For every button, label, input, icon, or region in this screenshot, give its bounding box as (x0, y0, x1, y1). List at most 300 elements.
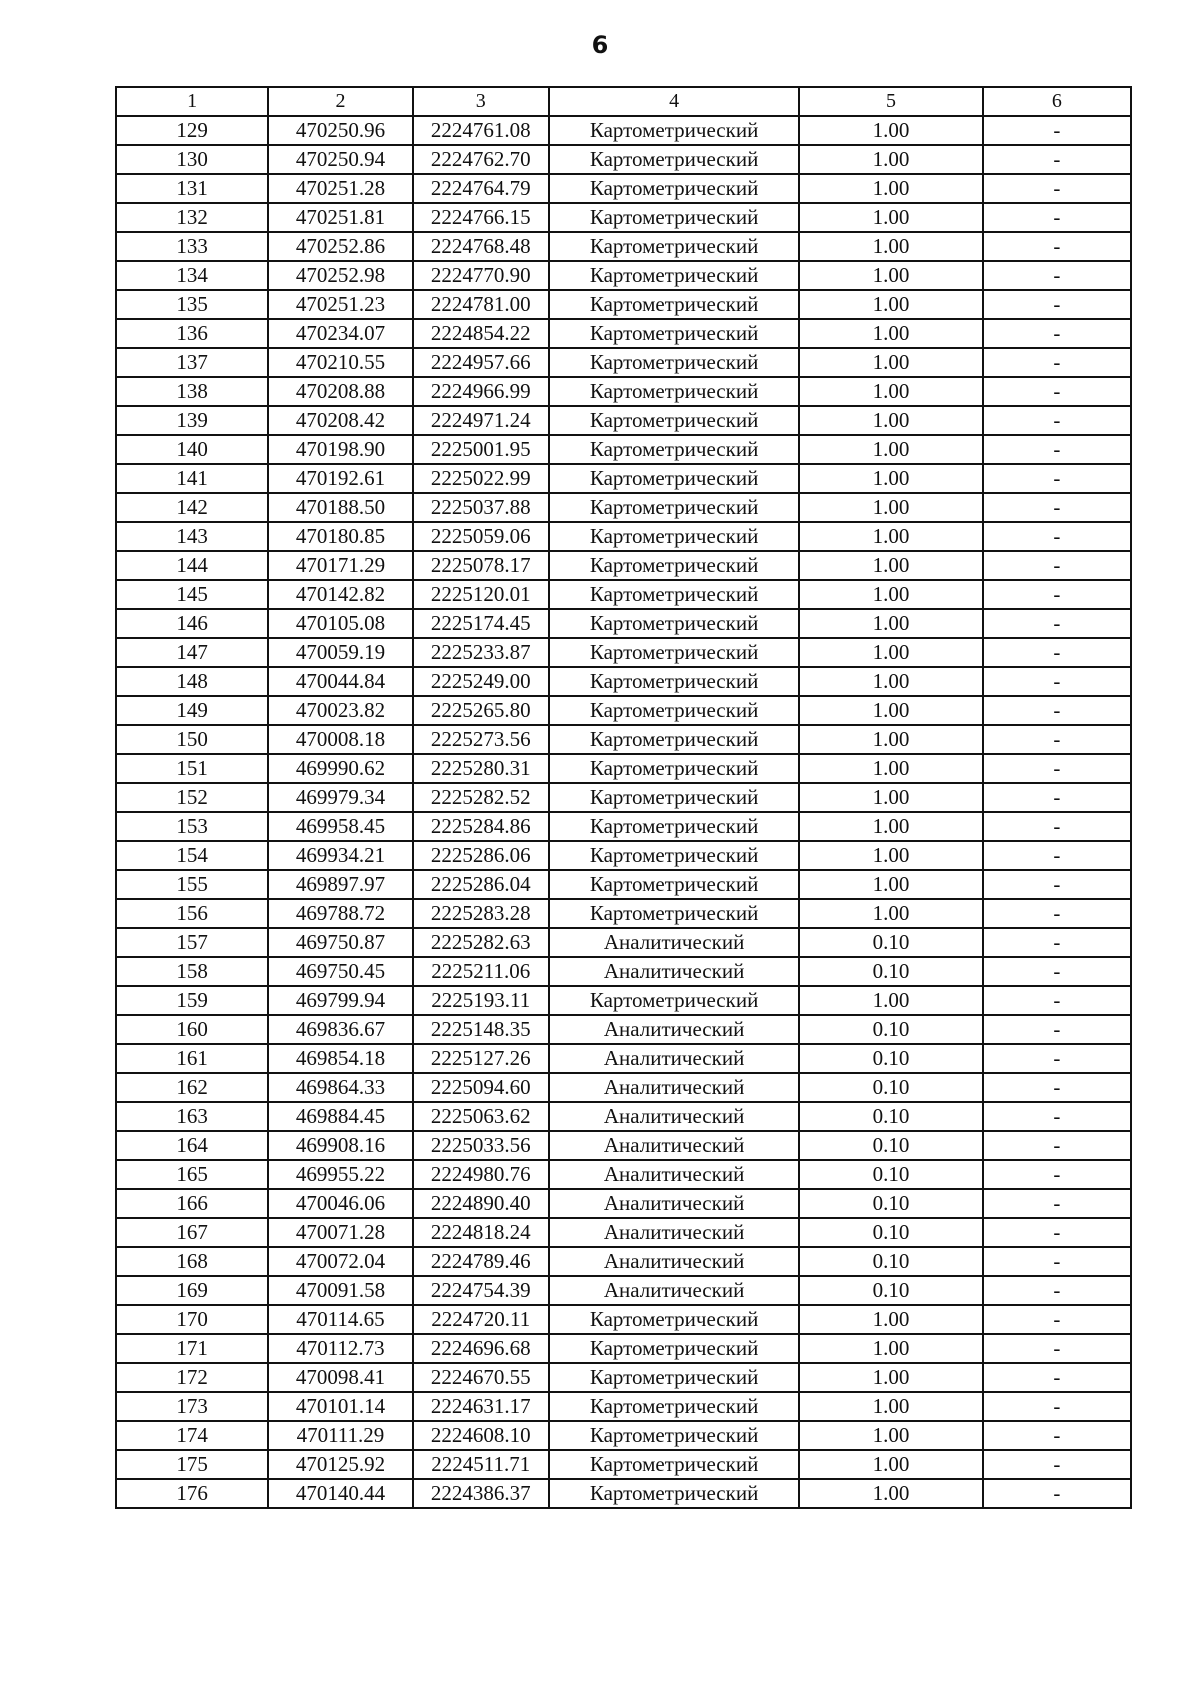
cell-accuracy: 1.00 (799, 1479, 982, 1508)
cell-description: - (983, 1073, 1131, 1102)
cell-y: 2224608.10 (413, 1421, 549, 1450)
cell-x: 470210.55 (268, 348, 412, 377)
cell-accuracy: 1.00 (799, 319, 982, 348)
cell-accuracy: 1.00 (799, 290, 982, 319)
cell-description: - (983, 725, 1131, 754)
table-row (116, 957, 1131, 986)
cell-x: 469854.18 (268, 1044, 412, 1073)
table-row (116, 1392, 1131, 1421)
cell-point-number: 166 (116, 1189, 268, 1218)
cell-method: Картометрический (549, 406, 799, 435)
cell-x: 470208.88 (268, 377, 412, 406)
cell-y: 2224768.48 (413, 232, 549, 261)
cell-y: 2225284.86 (413, 812, 549, 841)
cell-y: 2225286.06 (413, 841, 549, 870)
cell-description: - (983, 261, 1131, 290)
cell-y: 2224770.90 (413, 261, 549, 290)
cell-point-number: 132 (116, 203, 268, 232)
cell-point-number: 136 (116, 319, 268, 348)
table-header (116, 87, 1131, 116)
cell-point-number: 139 (116, 406, 268, 435)
cell-method: Аналитический (549, 1276, 799, 1305)
cell-y: 2225283.28 (413, 899, 549, 928)
table-row (116, 696, 1131, 725)
header-cell-description: 6 (983, 87, 1131, 116)
cell-description: - (983, 290, 1131, 319)
cell-description: - (983, 1276, 1131, 1305)
cell-accuracy: 1.00 (799, 1421, 982, 1450)
cell-method: Аналитический (549, 1044, 799, 1073)
cell-point-number: 157 (116, 928, 268, 957)
cell-accuracy: 1.00 (799, 986, 982, 1015)
cell-accuracy: 1.00 (799, 116, 982, 145)
cell-x: 470098.41 (268, 1363, 412, 1392)
cell-y: 2224971.24 (413, 406, 549, 435)
cell-x: 470071.28 (268, 1218, 412, 1247)
cell-y: 2224670.55 (413, 1363, 549, 1392)
cell-accuracy: 0.10 (799, 1247, 982, 1276)
cell-description: - (983, 1015, 1131, 1044)
cell-accuracy: 1.00 (799, 1305, 982, 1334)
cell-method: Картометрический (549, 754, 799, 783)
table-row (116, 638, 1131, 667)
cell-description: - (983, 928, 1131, 957)
cell-point-number: 160 (116, 1015, 268, 1044)
cell-point-number: 133 (116, 232, 268, 261)
cell-description: - (983, 377, 1131, 406)
cell-description: - (983, 986, 1131, 1015)
cell-method: Картометрический (549, 348, 799, 377)
cell-description: - (983, 1131, 1131, 1160)
cell-method: Картометрический (549, 667, 799, 696)
cell-point-number: 151 (116, 754, 268, 783)
cell-accuracy: 0.10 (799, 1015, 982, 1044)
cell-description: - (983, 493, 1131, 522)
table-row (116, 145, 1131, 174)
cell-description: - (983, 319, 1131, 348)
cell-y: 2225193.11 (413, 986, 549, 1015)
cell-description: - (983, 957, 1131, 986)
cell-point-number: 163 (116, 1102, 268, 1131)
cell-method: Картометрический (549, 232, 799, 261)
cell-description: - (983, 1189, 1131, 1218)
cell-method: Картометрический (549, 377, 799, 406)
cell-x: 469884.45 (268, 1102, 412, 1131)
cell-accuracy: 0.10 (799, 1276, 982, 1305)
cell-y: 2225249.00 (413, 667, 549, 696)
cell-method: Картометрический (549, 812, 799, 841)
cell-description: - (983, 899, 1131, 928)
table-row (116, 493, 1131, 522)
cell-y: 2225033.56 (413, 1131, 549, 1160)
table-row (116, 522, 1131, 551)
cell-y: 2224511.71 (413, 1450, 549, 1479)
cell-method: Аналитический (549, 1160, 799, 1189)
cell-y: 2224754.39 (413, 1276, 549, 1305)
cell-description: - (983, 841, 1131, 870)
cell-accuracy: 1.00 (799, 1363, 982, 1392)
cell-y: 2224890.40 (413, 1189, 549, 1218)
table-row (116, 725, 1131, 754)
cell-method: Картометрический (549, 1305, 799, 1334)
cell-method: Аналитический (549, 1247, 799, 1276)
table-row (116, 1305, 1131, 1334)
cell-x: 470140.44 (268, 1479, 412, 1508)
cell-x: 470208.42 (268, 406, 412, 435)
cell-accuracy: 1.00 (799, 812, 982, 841)
table-row (116, 174, 1131, 203)
table-row (116, 1073, 1131, 1102)
header-cell-y: 3 (413, 87, 549, 116)
cell-method: Картометрический (549, 1363, 799, 1392)
cell-x: 470252.98 (268, 261, 412, 290)
cell-description: - (983, 1305, 1131, 1334)
cell-x: 470101.14 (268, 1392, 412, 1421)
cell-description: - (983, 1102, 1131, 1131)
table-row (116, 1247, 1131, 1276)
cell-method: Аналитический (549, 1218, 799, 1247)
cell-description: - (983, 1450, 1131, 1479)
cell-method: Картометрический (549, 551, 799, 580)
cell-method: Картометрический (549, 1392, 799, 1421)
cell-x: 469788.72 (268, 899, 412, 928)
cell-x: 469979.34 (268, 783, 412, 812)
cell-method: Картометрический (549, 638, 799, 667)
cell-accuracy: 1.00 (799, 667, 982, 696)
cell-description: - (983, 1247, 1131, 1276)
cell-description: - (983, 116, 1131, 145)
cell-x: 470059.19 (268, 638, 412, 667)
cell-y: 2225001.95 (413, 435, 549, 464)
cell-point-number: 167 (116, 1218, 268, 1247)
cell-accuracy: 1.00 (799, 1392, 982, 1421)
cell-x: 470251.28 (268, 174, 412, 203)
cell-point-number: 154 (116, 841, 268, 870)
cell-method: Картометрический (549, 609, 799, 638)
table-row (116, 1015, 1131, 1044)
cell-point-number: 146 (116, 609, 268, 638)
cell-x: 470198.90 (268, 435, 412, 464)
cell-accuracy: 1.00 (799, 1334, 982, 1363)
cell-accuracy: 1.00 (799, 1450, 982, 1479)
cell-method: Аналитический (549, 1102, 799, 1131)
cell-method: Картометрический (549, 870, 799, 899)
table-row (116, 1189, 1131, 1218)
cell-accuracy: 1.00 (799, 145, 982, 174)
cell-description: - (983, 1218, 1131, 1247)
cell-x: 469836.67 (268, 1015, 412, 1044)
cell-point-number: 168 (116, 1247, 268, 1276)
cell-accuracy: 1.00 (799, 870, 982, 899)
cell-y: 2224764.79 (413, 174, 549, 203)
cell-x: 470114.65 (268, 1305, 412, 1334)
table-row (116, 1218, 1131, 1247)
table-row (116, 348, 1131, 377)
cell-accuracy: 1.00 (799, 435, 982, 464)
cell-y: 2224818.24 (413, 1218, 549, 1247)
table-row (116, 1276, 1131, 1305)
cell-accuracy: 1.00 (799, 725, 982, 754)
cell-accuracy: 0.10 (799, 1131, 982, 1160)
cell-x: 470111.29 (268, 1421, 412, 1450)
cell-accuracy: 1.00 (799, 348, 982, 377)
cell-x: 469958.45 (268, 812, 412, 841)
cell-description: - (983, 174, 1131, 203)
cell-y: 2225037.88 (413, 493, 549, 522)
cell-description: - (983, 1479, 1131, 1508)
table-row (116, 319, 1131, 348)
cell-description: - (983, 667, 1131, 696)
cell-description: - (983, 1421, 1131, 1450)
cell-description: - (983, 1160, 1131, 1189)
cell-x: 470188.50 (268, 493, 412, 522)
cell-x: 469864.33 (268, 1073, 412, 1102)
cell-x: 469750.45 (268, 957, 412, 986)
cell-accuracy: 0.10 (799, 1044, 982, 1073)
table-row (116, 1131, 1131, 1160)
cell-x: 469897.97 (268, 870, 412, 899)
cell-y: 2225127.26 (413, 1044, 549, 1073)
cell-accuracy: 1.00 (799, 232, 982, 261)
cell-accuracy: 0.10 (799, 928, 982, 957)
cell-y: 2225063.62 (413, 1102, 549, 1131)
cell-method: Аналитический (549, 1015, 799, 1044)
cell-description: - (983, 406, 1131, 435)
cell-point-number: 129 (116, 116, 268, 145)
cell-description: - (983, 1363, 1131, 1392)
cell-x: 470252.86 (268, 232, 412, 261)
cell-method: Картометрический (549, 522, 799, 551)
table-row (116, 1102, 1131, 1131)
page-number: 6 (591, 31, 609, 59)
cell-x: 469990.62 (268, 754, 412, 783)
cell-y: 2225282.63 (413, 928, 549, 957)
cell-x: 470105.08 (268, 609, 412, 638)
cell-accuracy: 1.00 (799, 580, 982, 609)
cell-y: 2224762.70 (413, 145, 549, 174)
table-row (116, 609, 1131, 638)
table-row (116, 667, 1131, 696)
cell-description: - (983, 754, 1131, 783)
table-row (116, 899, 1131, 928)
cell-x: 470234.07 (268, 319, 412, 348)
cell-accuracy: 1.00 (799, 261, 982, 290)
cell-description: - (983, 638, 1131, 667)
cell-description: - (983, 696, 1131, 725)
cell-x: 470192.61 (268, 464, 412, 493)
cell-point-number: 158 (116, 957, 268, 986)
table-row (116, 551, 1131, 580)
cell-point-number: 141 (116, 464, 268, 493)
table-row (116, 1479, 1131, 1508)
cell-y: 2225265.80 (413, 696, 549, 725)
table-row (116, 261, 1131, 290)
cell-point-number: 170 (116, 1305, 268, 1334)
cell-description: - (983, 522, 1131, 551)
table-row (116, 1450, 1131, 1479)
cell-accuracy: 0.10 (799, 1073, 982, 1102)
cell-y: 2224781.00 (413, 290, 549, 319)
cell-method: Аналитический (549, 1131, 799, 1160)
cell-point-number: 143 (116, 522, 268, 551)
cell-point-number: 155 (116, 870, 268, 899)
cell-x: 469934.21 (268, 841, 412, 870)
cell-y: 2225280.31 (413, 754, 549, 783)
cell-point-number: 173 (116, 1392, 268, 1421)
cell-description: - (983, 145, 1131, 174)
table-row (116, 870, 1131, 899)
cell-y: 2224386.37 (413, 1479, 549, 1508)
cell-accuracy: 0.10 (799, 1189, 982, 1218)
cell-x: 470171.29 (268, 551, 412, 580)
table-row (116, 1044, 1131, 1073)
cell-description: - (983, 812, 1131, 841)
cell-accuracy: 1.00 (799, 841, 982, 870)
cell-description: - (983, 435, 1131, 464)
cell-point-number: 130 (116, 145, 268, 174)
header-cell-point-number: 1 (116, 87, 268, 116)
table-row (116, 812, 1131, 841)
cell-x: 470046.06 (268, 1189, 412, 1218)
cell-method: Картометрический (549, 1421, 799, 1450)
cell-x: 469799.94 (268, 986, 412, 1015)
header-row (116, 87, 1131, 116)
cell-y: 2225282.52 (413, 783, 549, 812)
header-cell-accuracy: 5 (799, 87, 982, 116)
table-row (116, 841, 1131, 870)
cell-point-number: 138 (116, 377, 268, 406)
table-row (116, 754, 1131, 783)
cell-method: Картометрический (549, 986, 799, 1015)
cell-description: - (983, 203, 1131, 232)
table-row (116, 928, 1131, 957)
cell-point-number: 156 (116, 899, 268, 928)
cell-point-number: 174 (116, 1421, 268, 1450)
table-row (116, 1334, 1131, 1363)
cell-accuracy: 1.00 (799, 783, 982, 812)
cell-y: 2224631.17 (413, 1392, 549, 1421)
cell-description: - (983, 580, 1131, 609)
cell-y: 2225174.45 (413, 609, 549, 638)
cell-description: - (983, 1392, 1131, 1421)
table-row (116, 986, 1131, 1015)
cell-point-number: 153 (116, 812, 268, 841)
cell-x: 469750.87 (268, 928, 412, 957)
cell-point-number: 175 (116, 1450, 268, 1479)
cell-y: 2224957.66 (413, 348, 549, 377)
cell-y: 2225148.35 (413, 1015, 549, 1044)
cell-x: 469955.22 (268, 1160, 412, 1189)
cell-point-number: 171 (116, 1334, 268, 1363)
cell-method: Картометрический (549, 1334, 799, 1363)
cell-point-number: 164 (116, 1131, 268, 1160)
cell-x: 469908.16 (268, 1131, 412, 1160)
cell-accuracy: 1.00 (799, 754, 982, 783)
cell-y: 2225233.87 (413, 638, 549, 667)
cell-description: - (983, 551, 1131, 580)
cell-accuracy: 1.00 (799, 522, 982, 551)
cell-point-number: 144 (116, 551, 268, 580)
cell-y: 2224980.76 (413, 1160, 549, 1189)
cell-point-number: 165 (116, 1160, 268, 1189)
cell-point-number: 147 (116, 638, 268, 667)
cell-accuracy: 0.10 (799, 1102, 982, 1131)
cell-method: Картометрический (549, 580, 799, 609)
cell-accuracy: 0.10 (799, 1218, 982, 1247)
cell-y: 2224720.11 (413, 1305, 549, 1334)
cell-point-number: 131 (116, 174, 268, 203)
cell-point-number: 176 (116, 1479, 268, 1508)
table-body (116, 116, 1131, 1508)
cell-x: 470091.58 (268, 1276, 412, 1305)
cell-point-number: 162 (116, 1073, 268, 1102)
coordinates-table (115, 86, 1132, 1509)
table-row (116, 1421, 1131, 1450)
table-row (116, 1363, 1131, 1392)
cell-method: Аналитический (549, 1073, 799, 1102)
cell-description: - (983, 609, 1131, 638)
cell-point-number: 159 (116, 986, 268, 1015)
cell-y: 2225286.04 (413, 870, 549, 899)
cell-method: Аналитический (549, 1189, 799, 1218)
cell-description: - (983, 783, 1131, 812)
cell-accuracy: 1.00 (799, 899, 982, 928)
cell-method: Картометрический (549, 1479, 799, 1508)
cell-description: - (983, 348, 1131, 377)
cell-accuracy: 1.00 (799, 493, 982, 522)
cell-accuracy: 1.00 (799, 609, 982, 638)
cell-y: 2224696.68 (413, 1334, 549, 1363)
cell-x: 470251.81 (268, 203, 412, 232)
cell-method: Картометрический (549, 261, 799, 290)
cell-point-number: 172 (116, 1363, 268, 1392)
table-row (116, 1160, 1131, 1189)
header-cell-x: 2 (268, 87, 412, 116)
cell-method: Картометрический (549, 841, 799, 870)
cell-y: 2224789.46 (413, 1247, 549, 1276)
header-cell-method: 4 (549, 87, 799, 116)
table-row (116, 464, 1131, 493)
cell-point-number: 150 (116, 725, 268, 754)
cell-y: 2224766.15 (413, 203, 549, 232)
cell-method: Картометрический (549, 696, 799, 725)
cell-method: Картометрический (549, 203, 799, 232)
cell-y: 2224761.08 (413, 116, 549, 145)
cell-point-number: 161 (116, 1044, 268, 1073)
cell-point-number: 149 (116, 696, 268, 725)
cell-x: 470142.82 (268, 580, 412, 609)
cell-point-number: 145 (116, 580, 268, 609)
table-row (116, 232, 1131, 261)
cell-point-number: 135 (116, 290, 268, 319)
cell-x: 470044.84 (268, 667, 412, 696)
table-row (116, 116, 1131, 145)
cell-x: 470250.96 (268, 116, 412, 145)
cell-point-number: 137 (116, 348, 268, 377)
cell-method: Картометрический (549, 464, 799, 493)
cell-point-number: 152 (116, 783, 268, 812)
cell-point-number: 169 (116, 1276, 268, 1305)
cell-method: Картометрический (549, 145, 799, 174)
cell-accuracy: 1.00 (799, 377, 982, 406)
table-row (116, 406, 1131, 435)
cell-method: Картометрический (549, 725, 799, 754)
cell-method: Картометрический (549, 174, 799, 203)
cell-point-number: 142 (116, 493, 268, 522)
table-row (116, 203, 1131, 232)
cell-accuracy: 1.00 (799, 464, 982, 493)
cell-x: 470125.92 (268, 1450, 412, 1479)
